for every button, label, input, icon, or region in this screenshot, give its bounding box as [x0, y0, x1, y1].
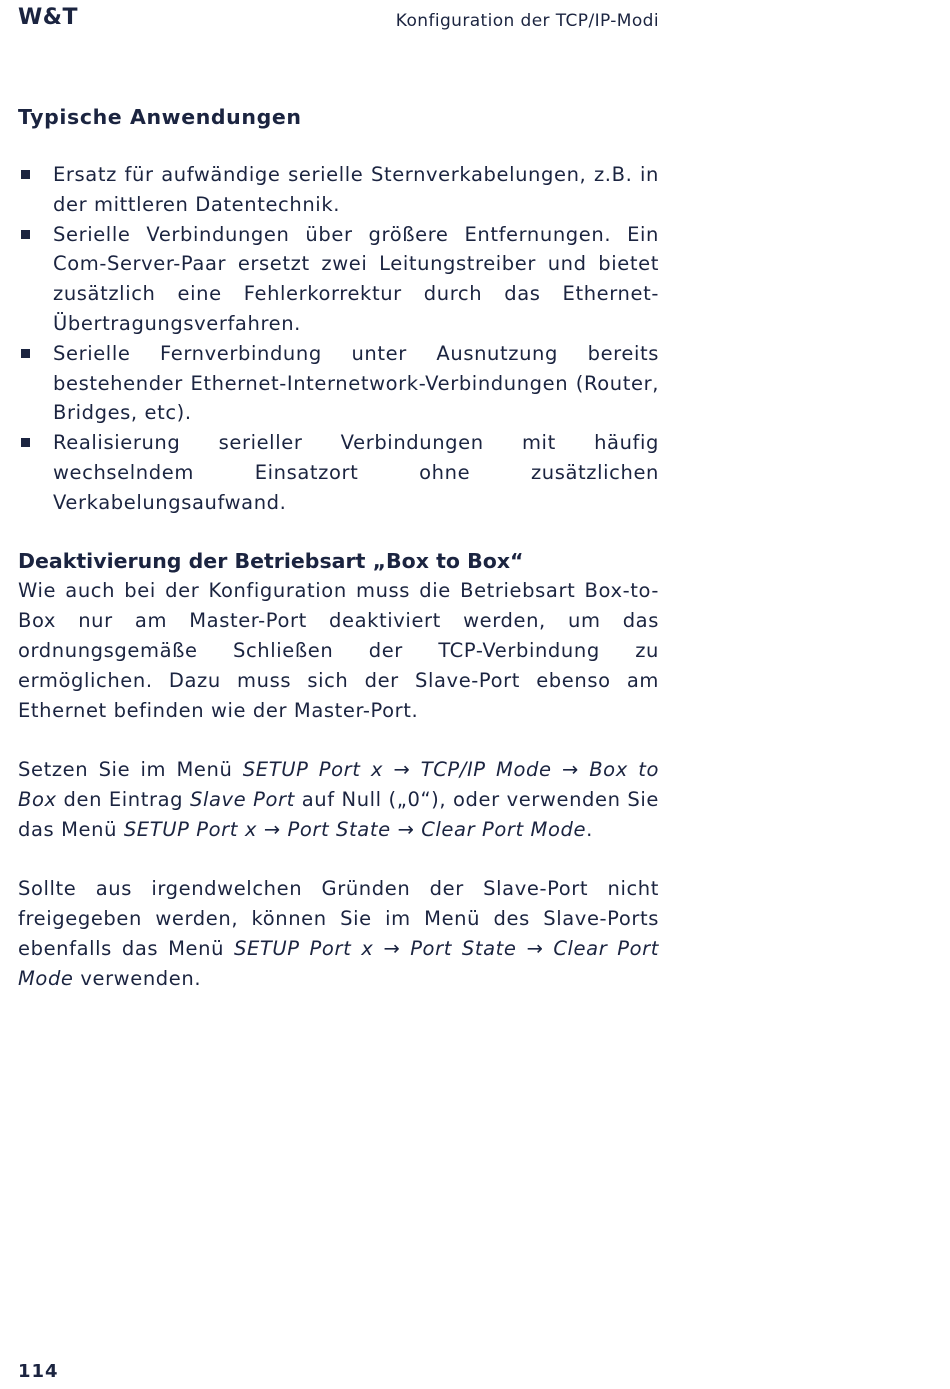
square-bullet-icon: [21, 438, 30, 447]
menu-path: SETUP Port x → Port State → Clear Port Mode: [18, 936, 660, 990]
list-item-text: Realisierung serieller Verbindungen mit häufig wechselndem Einsatzort ohne zusätzlichen Verkabelungsaufwand.: [53, 431, 659, 514]
running-title: Konfiguration der TCP/IP-Modi: [395, 11, 659, 31]
square-bullet-icon: [21, 170, 30, 179]
text-run: verwenden.: [73, 966, 202, 990]
text-run: Setzen Sie im Menü: [18, 758, 243, 782]
list-item-text: Serielle Fernverbindung unter Ausnutzung bereits bestehender Ethernet-Internetwork-Verbindungen (Router, Bridges, etc).: [53, 341, 659, 425]
brand-logo: W&T: [18, 5, 78, 30]
page-header: [18, 5, 659, 37]
menu-path: SETUP Port x → TCP/IP Mode → Box to Box: [18, 758, 659, 811]
text-run: den Eintrag: [56, 787, 190, 811]
list-item: [18, 220, 659, 339]
list-item-text: Serielle Verbindungen über größere Entfernungen. Ein Com-Server-Paar ersetzt zwei Leitungstreiber und bietet zusätzlich eine Fehlerkorrektur durch das Ethernet-Übertragungsverfahren.: [53, 222, 659, 335]
deactivation-paragraph-1: Wie auch bei der Konfiguration muss die Betriebsart Box-to-Box nur am Master-Port deaktiviert werden, um das ordnungsgemäße Schließen der TCP-Verbindung zu ermöglichen. Dazu muss sich der Slave-Port ebenso am Ethernet befinden wie der Master-Port.: [18, 579, 659, 722]
deactivation-paragraph-3: [18, 874, 659, 993]
text-run: Sollte aus irgendwelchen Gründen der Slave-Port nicht freigegeben werden, können Sie im Menü des Slave-Ports ebenfalls das Menü: [18, 877, 659, 960]
text-run: .: [586, 817, 593, 841]
deactivation-paragraph-2: [18, 755, 659, 844]
page-number: 114: [18, 1361, 59, 1382]
list-item: [18, 339, 659, 428]
text-run: auf Null („0“), oder verwenden Sie das Menü: [18, 787, 659, 841]
menu-path: SETUP Port x → Port State → Clear Port Mode: [123, 817, 587, 841]
menu-entry: Slave Port: [190, 787, 295, 811]
deactivation-heading: Deaktivierung der Betriebsart „Box to Box“: [18, 548, 524, 573]
square-bullet-icon: [21, 230, 30, 239]
page-content: [18, 100, 659, 994]
list-item: [18, 428, 659, 517]
section-heading: Typische Anwendungen: [18, 105, 302, 129]
list-item-text: Ersatz für aufwändige serielle Sternverkabelungen, z.B. in der mittleren Datentechnik.: [53, 163, 659, 216]
list-item: [18, 160, 659, 220]
applications-list: [18, 160, 659, 518]
square-bullet-icon: [21, 349, 30, 358]
